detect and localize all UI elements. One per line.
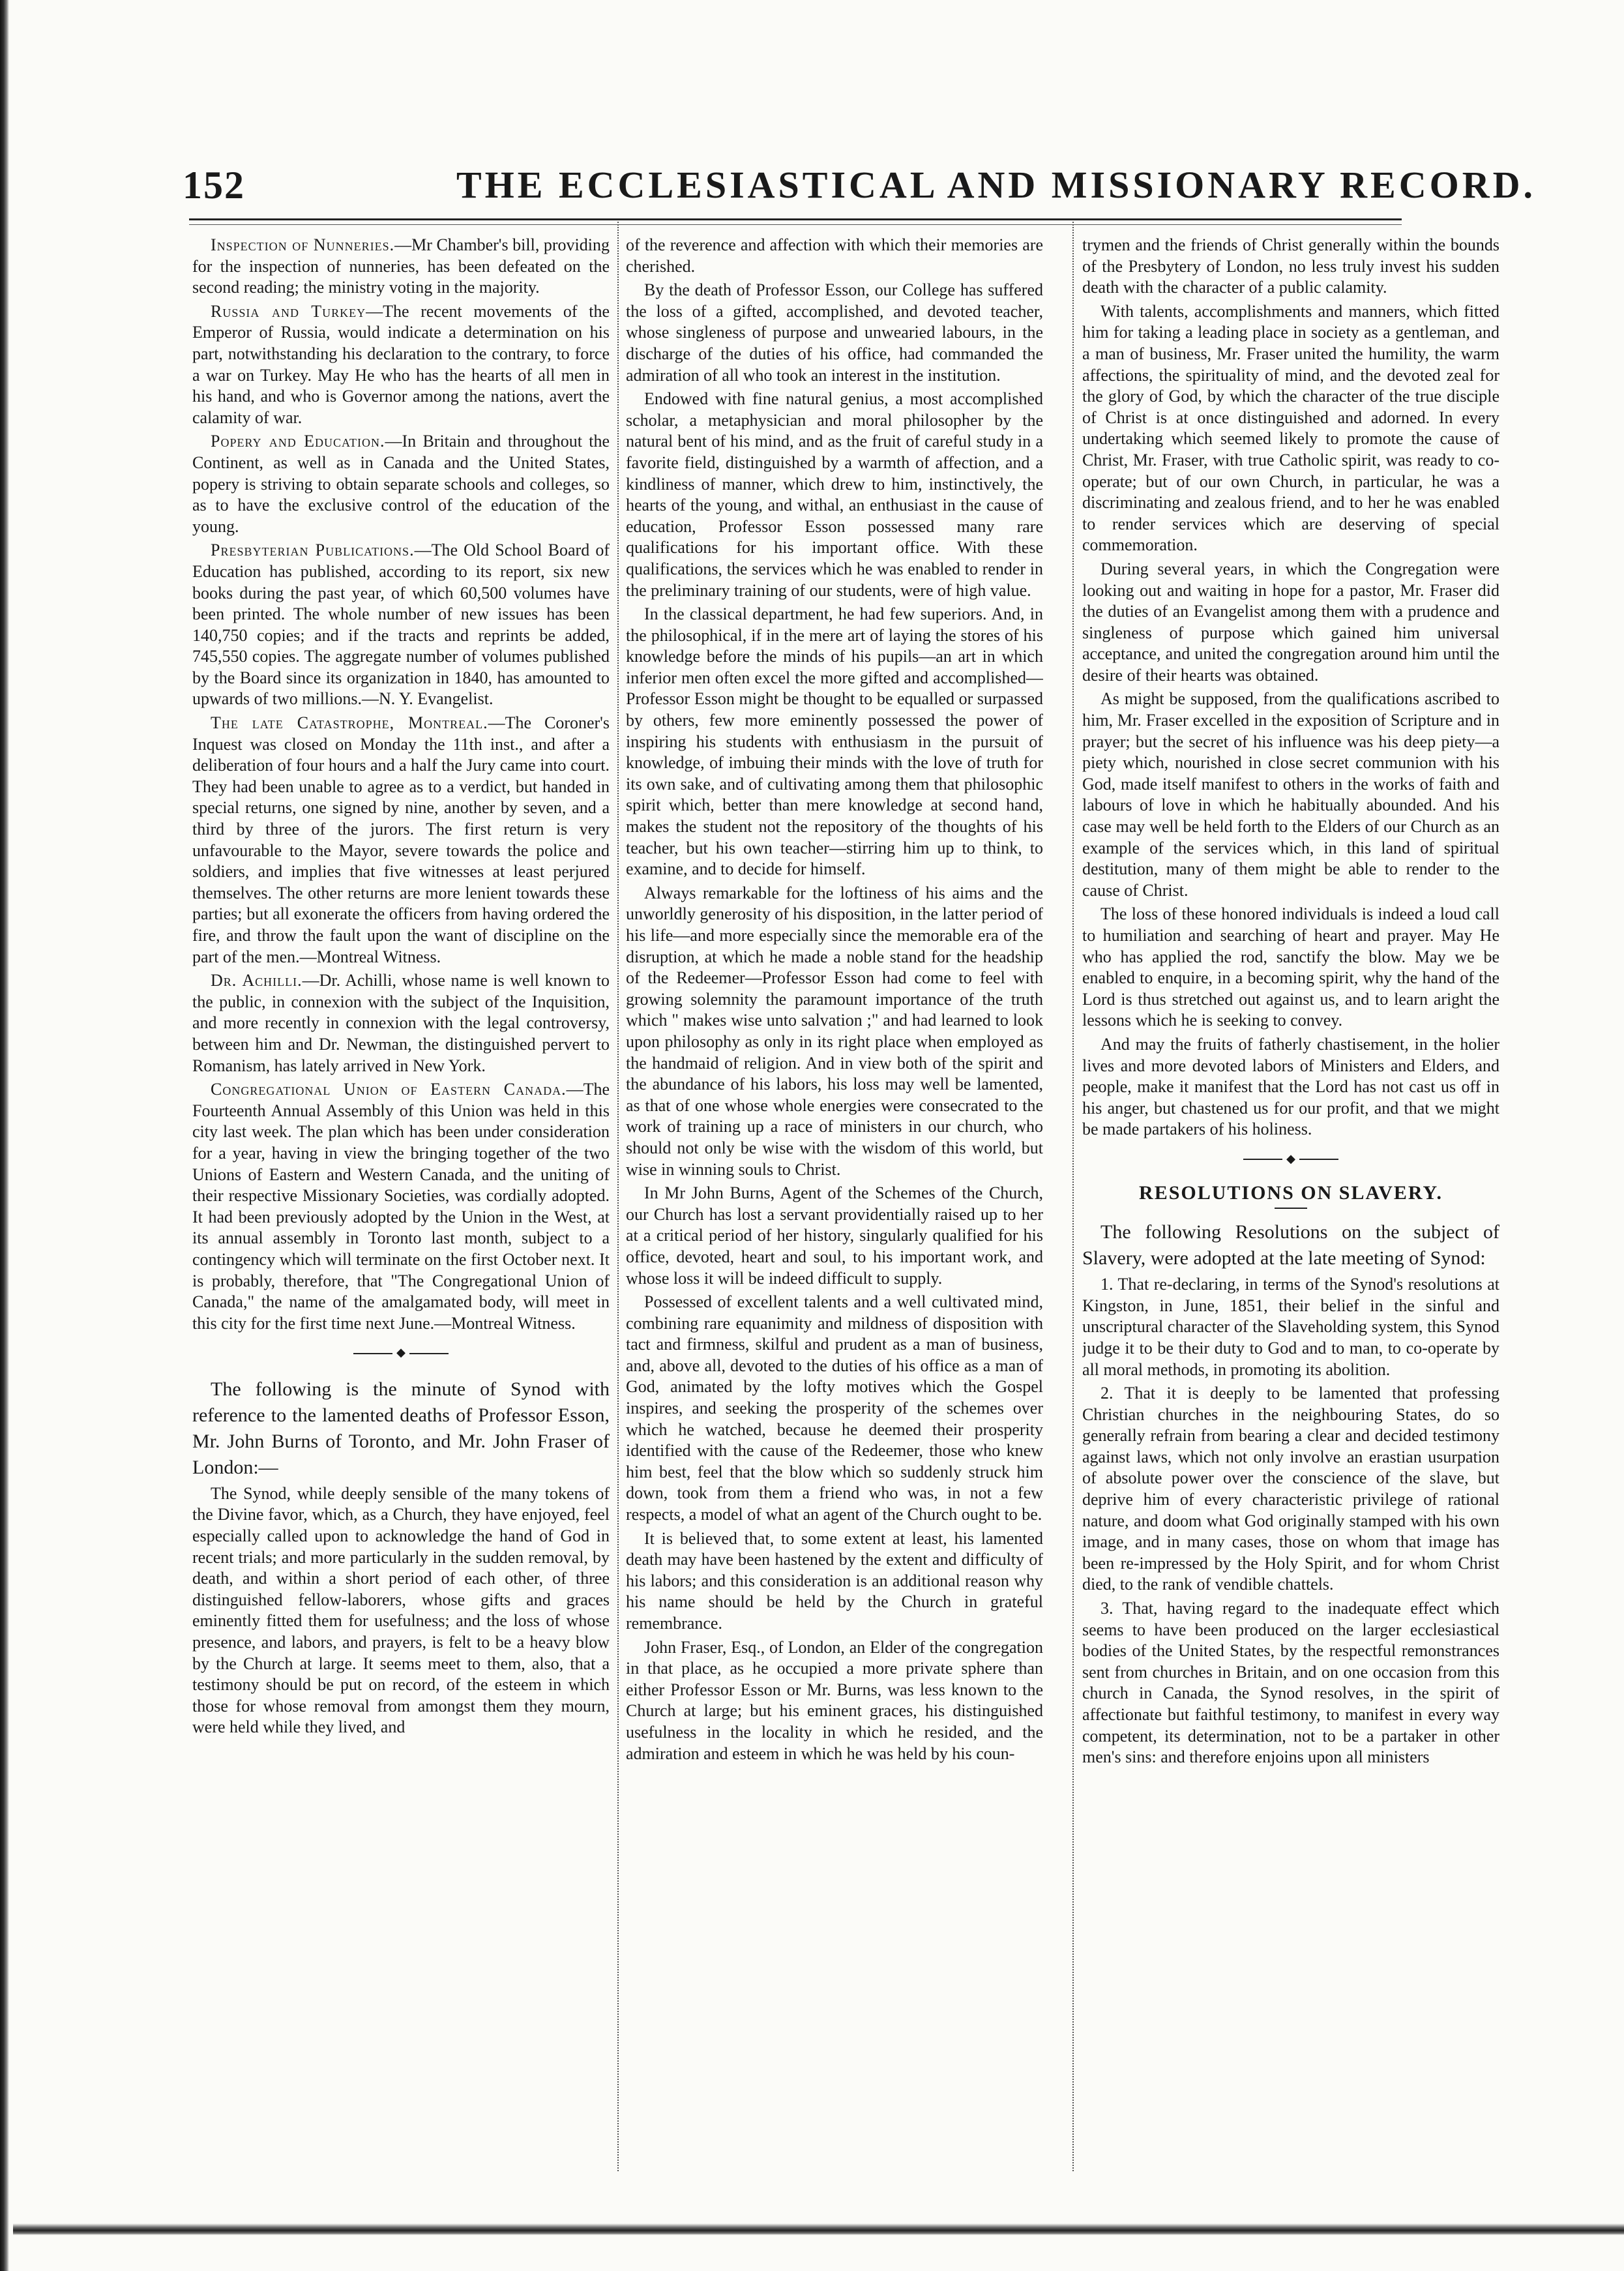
paragraph: In Mr John Burns, Agent of the Schemes of the Church, our Church has lost a servant providentially raised up to her at a critical period of her history, singularly qualified for his office, devoted, heart and soul, to his important work, and whose loss it will be indeed difficult to supply. xyxy=(626,1183,1043,1288)
item-lead: Russia and Turkey xyxy=(211,301,366,321)
item-lead: Congregational Union of Eastern Canada. xyxy=(211,1080,567,1099)
paragraph: of the reverence and affection with which their memories are cherished. xyxy=(626,235,1043,276)
item-body: —The Coroner's Inquest was closed on Monday the 11th inst., and after a deliberation of four hours and a half the Jury came into court. They had been unable to agree as to a verdict, but handed in special returns, one signed by nine, another by seven, and a third by three of the jurors. The first return is very unfavourable to the Mayor, severe towards the police and soldiers, and implies that five witnesses at least perjured themselves. The other returns are more lenient towards these parties; but all exonerate the officers from having ordered the fire, and throw the fault upon the want of discipline on the part of the men.—Montreal Witness. xyxy=(192,713,610,966)
section-heading: RESOLUTIONS ON SLAVERY. xyxy=(1139,1181,1443,1204)
column-2 xyxy=(626,235,1043,2223)
minute-intro: The following is the minute of Synod with reference to the lamented deaths of Professor Esson, Mr. John Burns of Toronto, and Mr. John Fraser of London:— xyxy=(192,1378,610,1478)
item-body: —The Old School Board of Education has published, according to its report, six new books during the past year, of which 60,500 volumes have been printed. The whole number of new issues has been 140,750 copies; and if the tracts and reprints be added, 745,550 copies. The aggregate number of volumes published by the Board since its organization in 1840, has amounted to upwards of two millions.—N. Y. Evangelist. xyxy=(192,541,610,709)
paragraph: With talents, accomplishments and manners, which fitted him for taking a leading place in society as a gentleman, and a man of business, Mr. Fraser united the humility, the warm affections, the spirituality of mind, and the devoted zeal for the glory of God, by which the character of the true disciple of Christ is at once distinguished and adorned. In every undertaking which seemed likely to promote the cause of Christ, Mr. Fraser, with true Catholic spirit, was ready to co-operate; but of our own Church, in particular, he was a discriminating and zealous friend, and to her he was enabled to render services which are deserving of special commemoration. xyxy=(1082,301,1499,555)
item-body: —In Britain and throughout the Continent, as well as in Canada and the United States, popery is striving to obtain separate schools and colleges, so as to have the exclusive control of the education of the young. xyxy=(192,432,610,536)
paragraph: During several years, in which the Congregation were looking out and waiting in hope for a pastor, Mr. Fraser did the duties of an Evangelist among them with a prudence and singleness of purpose which gained him universal acceptance, and united the congregation around him until the desire of their hearts was obtained. xyxy=(1082,559,1499,685)
news-item xyxy=(192,301,610,429)
scan-bottom-edge xyxy=(13,2223,1624,2235)
header-rule xyxy=(189,218,1402,225)
resolutions-intro: The following Resolutions on the subject of Slavery, were adopted at the late meeting of Synod: xyxy=(1082,1221,1499,1269)
news-item xyxy=(192,1079,610,1334)
paragraph: Possessed of excellent talents and a well cultivated mind, combining rare equanimity and mildness of disposition with tact and firmness, skilful and prudent as a man of business, and, above all, devoted to the duties of his office as a man of God, animated by the lofty motives which the Gospel inspires, and seeking the prosperity of the schemes over which he watched, because he deemed their prosperity identified with the cause of the Redeemer, those who knew him best, feel that the blow which so suddenly struck him down, took from them a friend who was, in not a few respects, a model of what an agent of the Church ought to be. xyxy=(626,1292,1043,1524)
column-1 xyxy=(192,235,610,2223)
resolution: 2. That it is deeply to be lamented that professing Christian churches in the neighbouring States, do so generally refrain from bearing a clear and decided testimony against laws, which not only involve an erastian usurpation of absolute power over the conscience of the slave, but deprive him of every characteristic privilege of rational nature, and doom what God originally stamped with his own image, and in many cases, those on whom that image has been re-impressed by the Holy Spirit, and for whom Christ died, to the rank of vendible chattels. xyxy=(1082,1384,1499,1594)
paragraph: It is believed that, to some extent at least, his lamented death may have been hastened by the extent and difficulty of his labors; and this consideration is an additional reason why his name should be held by the Church in grateful remembrance. xyxy=(626,1528,1043,1633)
paragraph: trymen and the friends of Christ generally within the bounds of the Presbytery of London, no less truly invest his sudden death with the character of a public calamity. xyxy=(1082,235,1499,297)
paragraph: By the death of Professor Esson, our College has suffered the loss of a gifted, accomplished, and devoted teacher, whose singleness of purpose and unwearied labours, in the discharge of the duties of his office, had commanded the admiration of all who took an interest in the institution. xyxy=(626,280,1043,385)
paragraph: John Fraser, Esq., of London, an Elder of the congregation in that place, as he occupied a more private sphere than either Professor Esson or Mr. Burns, was less known to the Church at large; but his eminent graces, his distinguished usefulness in the locality in which he resided, and the admiration and esteem in which he was held by his coun- xyxy=(626,1637,1043,1763)
page-header xyxy=(183,163,1536,215)
item-lead: Inspection of Nunneries. xyxy=(211,235,395,254)
news-item xyxy=(192,431,610,537)
paragraph: Endowed with fine natural genius, a most accomplished scholar, a metaphysician and moral philosopher by the natural bent of his mind, and as the fruit of careful study in a favorite field, distinguished by a warmth of affection, and a kindliness of manner, which drew to him, instinctively, the hearts of the young, and withal, an enthusiast in the cause of education, Professor Esson possessed many rare qualifications for his important office. With these qualifications, the services which he was enabled to render in the preliminary training of our students, were of high value. xyxy=(626,389,1043,600)
scan-left-edge xyxy=(0,0,9,2271)
item-body: —The Fourteenth Annual Assembly of this Union was held in this city last week. The plan which has been under consideration for a year, having in view the bringing together of the two Unions of Eastern and Western Canada, and the uniting of their respective Missionary Societies, was cordially adopted. It had been previously adopted by the Union in the West, at its annual assembly in Toronto last month, subject to a contingency which will terminate on the first October next. It is probably, therefore, that "The Congregational Union of Canada," the name of the amalgamated body, will meet in this city for the first time next June.—Montreal Witness. xyxy=(192,1080,610,1333)
news-item xyxy=(192,970,610,1076)
item-body: —Dr. Achilli, whose name is well known to the public, in connexion with the subject of the Inquisition, and more recently in connexion with the legal controversy, between him and Dr. Newman, the distinguished pervert to Romanism, has lately arrived in New York. xyxy=(192,971,610,1075)
heading-rule xyxy=(1275,1208,1307,1209)
news-item xyxy=(192,235,610,299)
news-item xyxy=(192,713,610,968)
resolution: 1. That re-declaring, in terms of the Synod's resolutions at Kingston, in June, 1851, their belief in the sinful and unscriptural character of the Slaveholding system, this Synod judge it to be their duty to God and to man, to co-operate by all moral methods, in promoting its abolition. xyxy=(1082,1275,1499,1379)
column-separator xyxy=(617,222,619,2171)
paragraph: In the classical department, he had few superiors. And, in the philosophical, if in the mere art of laying the stores of his knowledge before the minds of his pupils—an art in which inferior men often excel the more gifted and accomplished—Professor Esson might be thought to be equalled or surpassed by others, few more eminently possessed the power of inspiring his students with enthusiasm in the pursuit of knowledge, of imbuing their minds with the love of truth for its own sake, and of cultivating among them that philosophic spirit which, better than mere knowledge at second hand, makes the student not the repository of the thoughts of his teacher, but his own teacher—stirring him up to think, to examine, and to decide for himself. xyxy=(626,604,1043,879)
running-title: THE ECCLESIASTICAL AND MISSIONARY RECORD. xyxy=(456,164,1536,206)
item-body: —The recent movements of the Emperor of Russia, would indicate a determination on his part, notwithstanding his declaration to the contrary, to force a war on Turkey. May He who has the hearts of all men in his hand, and who is Governor among the nations, avert the calamity of war. xyxy=(192,301,610,427)
item-lead: The late Catastrophe, Montreal. xyxy=(211,713,488,733)
paragraph: Always remarkable for the loftiness of his aims and the unworldly generosity of his disposition, in the latter period of his life—and more especially since the memorable era of the disruption, at which he made a noble stand for the headship of the Redeemer—Professor Esson had come to feel with growing solemnity the paramount importance of the truth which " makes wise unto salvation ;" and had learned to look upon philosophy as only in its right place when employed as the handmaid of religion. And in view both of the spirit and the abundance of his labors, his loss may well be lamented, as that of one whose whole energies were consecrated to the work of training up a race of ministers in our church, who should not only be wise with the wisdom of this world, but wise in winning souls to Christ. xyxy=(626,883,1043,1179)
column-separator xyxy=(1072,222,1074,2171)
paragraph: The Synod, while deeply sensible of the many tokens of the Divine favor, which, as a Church, they have enjoyed, feel especially called upon to acknowledge the hand of God in recent trials; and more particularly in the sudden removal, by death, and within a short period of each other, of three distinguished fellow-laborers, whose gifts and graces eminently fitted them for usefulness; and the loss of whose presence, and labors, and prayers, is felt to be a heavy blow by the Church at large. It seems meet to them, also, that a testimony should be put on record, of the esteem in which those for whose removal from amongst them they mourn, were held while they lived, and xyxy=(192,1483,610,1737)
paragraph: The loss of these honored individuals is indeed a loud call to humiliation and searching of heart and prayer. May He who has applied the rod, sanctify the blow. May we be enabled to enquire, in a becoming spirit, why the hand of the Lord is thus stretched out against us, and to learn aright the lessons which he is seeking to convey. xyxy=(1082,904,1499,1030)
item-lead: Popery and Education. xyxy=(211,432,385,451)
column-3 xyxy=(1082,235,1499,2223)
paragraph: And may the fruits of fatherly chastisement, in the holier lives and more devoted labors of Ministers and Elders, and people, make it manifest that the Lord has not cast us off in his anger, but chastened us for our profit, and that we might be made partakers of his holiness. xyxy=(1082,1034,1499,1139)
item-lead: Presbyterian Publications. xyxy=(211,541,415,560)
item-lead: Dr. Achilli. xyxy=(211,971,303,990)
section-ornament: ◆ xyxy=(192,1342,610,1363)
news-item xyxy=(192,540,610,710)
item-body: —Mr Chamber's bill, providing for the inspection of nunneries, has been defeated on the second reading; the ministry voting in the majority. xyxy=(192,235,610,297)
paragraph: As might be supposed, from the qualifications ascribed to him, Mr. Fraser excelled in the exposition of Scripture and in prayer; but the secret of his influence was his deep piety—a piety which, nourished in close secret communion with his God, made itself manifest to others in the works of faith and labours of love in which he habitually abounded. And his case may well be held forth to the Elders of our Church as an example of the services which, in this land of spiritual destitution, many of them might be able to render to the cause of Christ. xyxy=(1082,689,1499,900)
section-ornament: ◆ xyxy=(1082,1148,1499,1170)
resolution: 3. That, having regard to the inadequate effect which seems to have been produced on the larger ecclesiastical bodies of the United States, by the respectful remonstrances sent from churches in Britain, and on one occasion from this church in Canada, the Synod resolves, in the spirit of affectionate but faithful testimony, to manifest in every way competent, its determination, not to be a partaker in other men's sins: and therefore enjoins upon all ministers xyxy=(1082,1599,1499,1767)
page-number: 152 xyxy=(183,164,245,207)
